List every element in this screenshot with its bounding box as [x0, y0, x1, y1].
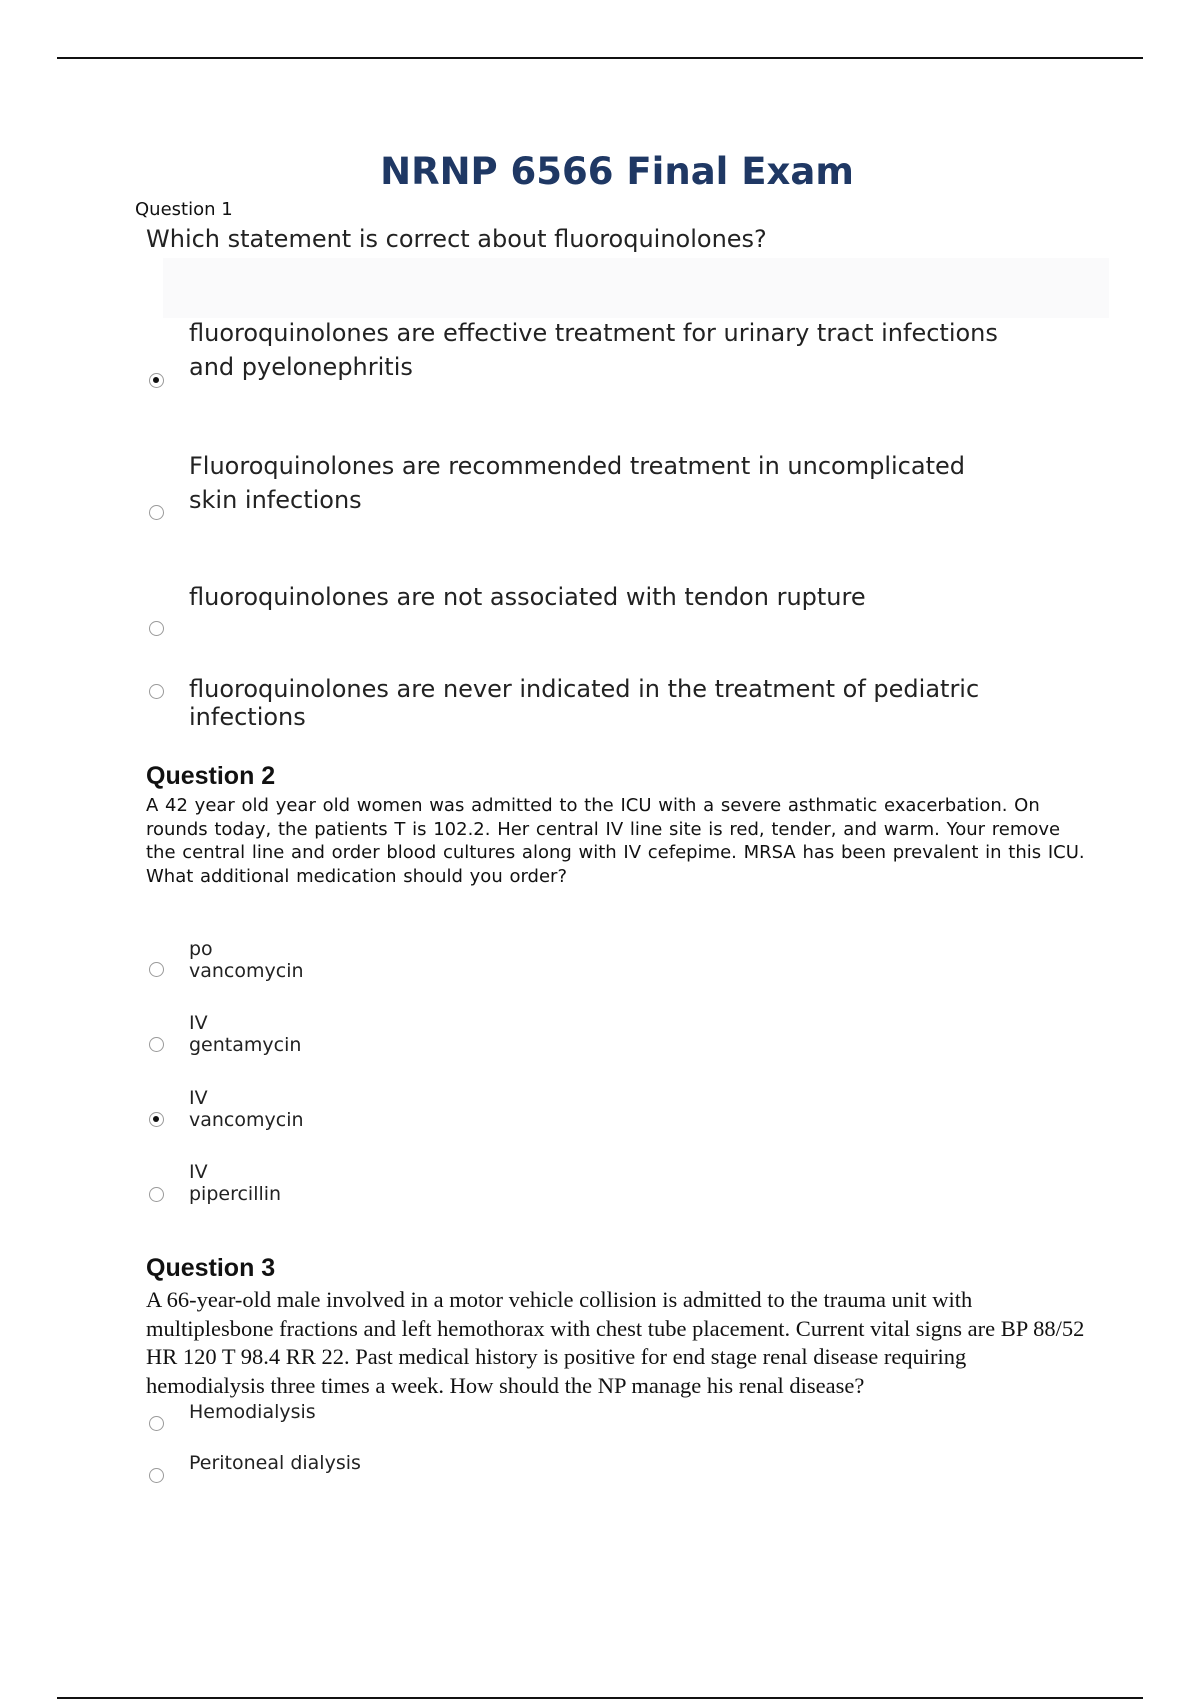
- q2-option-4-line2: pipercillin: [189, 1183, 282, 1205]
- q2-option-2-line1: IV: [189, 1012, 208, 1034]
- q1-option-1: [189, 316, 998, 384]
- q2-option-3: [189, 1087, 304, 1131]
- q1-option-4-radio[interactable]: [149, 684, 164, 699]
- q2-option-4: [189, 1161, 281, 1205]
- question-3-label: Question 3: [146, 1254, 276, 1282]
- page-title: NRNP 6566 Final Exam: [380, 150, 854, 193]
- q1-option-2-line2: skin infections: [189, 486, 362, 514]
- q1-option-1-line2: and pyelonephritis: [189, 353, 413, 381]
- q2-option-1: [189, 938, 304, 982]
- q2-option-1-line1: po: [189, 938, 213, 960]
- q1-option-2: [189, 449, 965, 517]
- q2-option-4-radio[interactable]: [149, 1187, 164, 1202]
- q1-option-4: [189, 675, 979, 731]
- question-3-stem: A 66-year-old male involved in a motor vehicle collision is admitted to the trauma unit with multiplesbone fractions and left hemothorax with chest tube placement. Current vital signs are BP 88/52 HR 120 T 98.4 RR 22. Past medical history is positive for end stage renal disease requiring hemodialysis three times a week. How should the NP manage his renal disease?: [146, 1287, 1085, 1398]
- q2-option-3-radio[interactable]: [149, 1112, 164, 1127]
- q1-option-3: [189, 580, 866, 614]
- q1-option-2-radio[interactable]: [149, 505, 164, 520]
- q1-option-1-line1: fluoroquinolones are effective treatment for urinary tract infections: [189, 319, 998, 347]
- question-1-stem: Which statement is correct about fluoroquinolones?: [146, 225, 767, 253]
- q2-option-2: [189, 1012, 301, 1056]
- question-1-label: Question 1: [135, 199, 233, 220]
- q3-option-2-radio[interactable]: [149, 1468, 164, 1483]
- top-rule: [57, 57, 1143, 59]
- q1-option-4-line1: fluoroquinolones are never indicated in the treatment of pediatric: [189, 675, 980, 703]
- q2-option-4-line1: IV: [189, 1161, 208, 1183]
- q2-option-3-line2: vancomycin: [189, 1109, 304, 1131]
- q2-option-2-line2: gentamycin: [189, 1034, 302, 1056]
- q3-option-2: Peritoneal dialysis: [189, 1452, 361, 1474]
- q1-option-1-radio[interactable]: [149, 373, 164, 388]
- q2-option-1-radio[interactable]: [149, 962, 164, 977]
- question-2-stem: A 42 year old year old women was admitted to the ICU with a severe asthmatic exacerbation. On rounds today, the patients T is 102.2. Her central IV line site is red, tender, and warm. Your remove the central line and order blood cultures along with IV cefepime. MRSA has been prevalent in this ICU. What additional medication should you order?: [146, 795, 1085, 887]
- answer-area-shade: [163, 258, 1109, 318]
- q1-option-2-line1: Fluoroquinolones are recommended treatment in uncomplicated: [189, 452, 965, 480]
- q2-option-3-line1: IV: [189, 1087, 208, 1109]
- q3-option-1-radio[interactable]: [149, 1416, 164, 1431]
- q2-option-1-line2: vancomycin: [189, 960, 304, 982]
- bottom-rule: [57, 1697, 1143, 1699]
- q2-option-2-radio[interactable]: [149, 1037, 164, 1052]
- q3-option-1: Hemodialysis: [189, 1401, 316, 1423]
- q1-option-3-radio[interactable]: [149, 621, 164, 636]
- question-2-label: Question 2: [146, 762, 276, 790]
- q1-option-3-line1: fluoroquinolones are not associated with tendon rupture: [189, 583, 866, 611]
- q1-option-4-line2: infections: [189, 703, 306, 731]
